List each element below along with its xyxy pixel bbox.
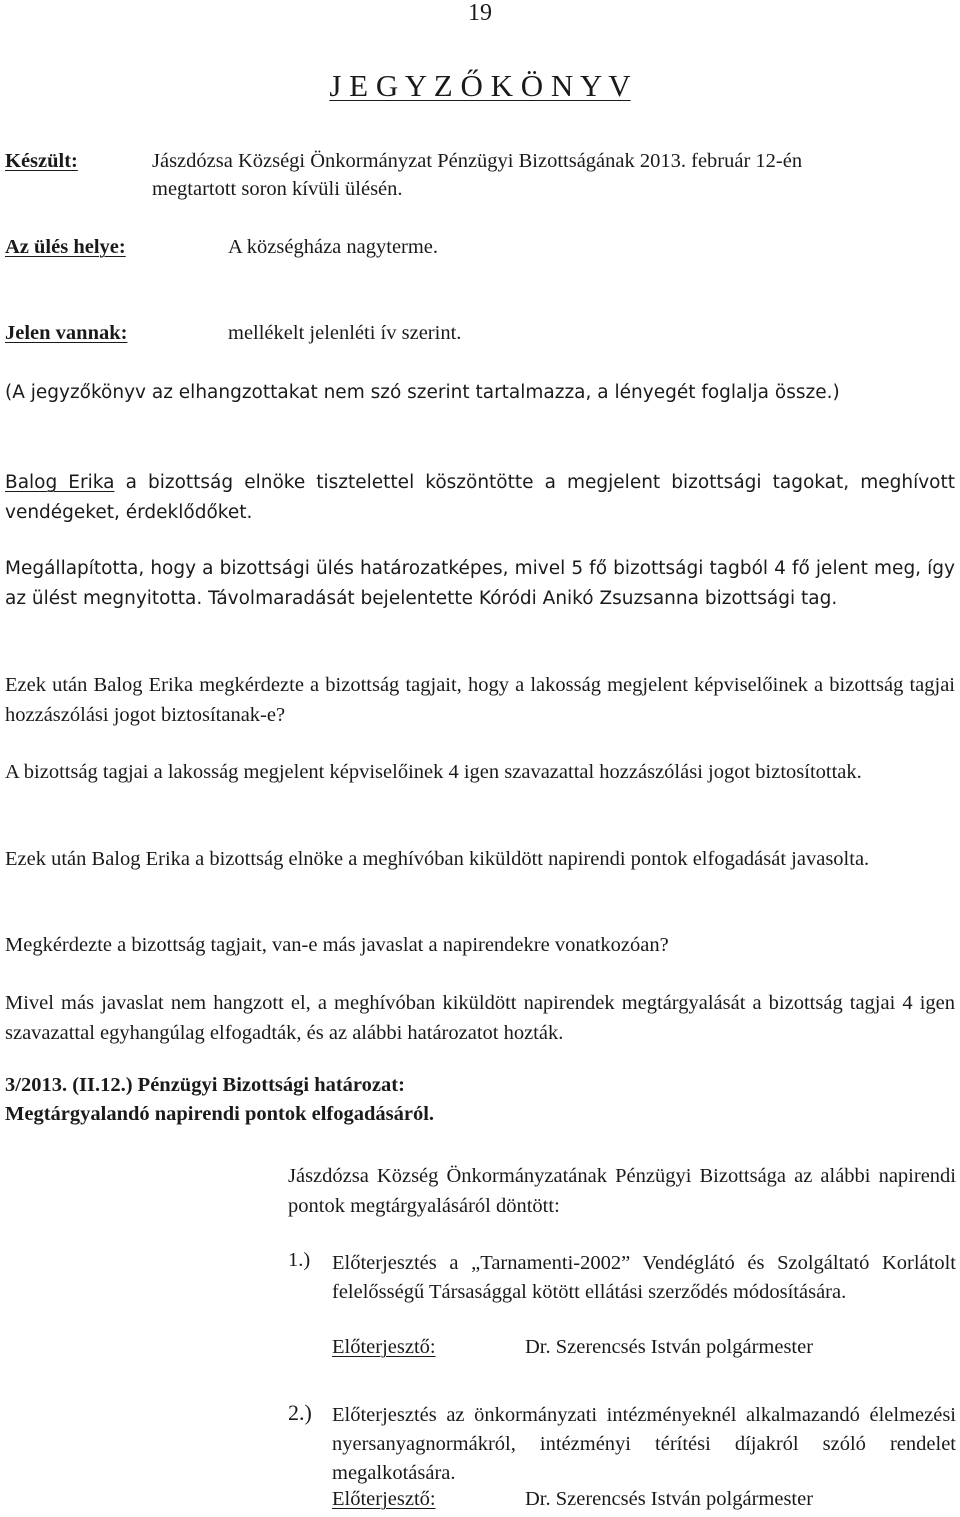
summary-note: (A jegyzőkönyv az elhangzottakat nem szó szerint tartalmazza, a lényegét foglalja össze.) <box>5 382 840 403</box>
chair-name: Balog Erika <box>5 472 115 493</box>
document-title: J E G Y Z Ő K Ö N Y V <box>329 68 631 103</box>
presenter-name: Dr. Szerencsés István polgármester <box>525 1488 814 1510</box>
presenter-label: Előterjesztő: <box>332 1488 436 1510</box>
ules-helye-value: A községháza nagyterme. <box>228 236 439 258</box>
agenda-item-text: Előterjesztés az önkormányzati intézményeknél alkalmazandó élelmezési nyersanyagnormákról, intézményi térítési díjakról szóló rendelet megalkotására. <box>332 1404 956 1484</box>
jelen-vannak-label: Jelen vannak: <box>5 322 128 344</box>
welcome-text: a bizottság elnöke tisztelettel köszöntötte a megjelent bizottsági tagokat, meghívott vendégeket, érdeklődőket. <box>5 472 955 523</box>
agenda-item-number: 1.) <box>288 1249 311 1271</box>
presenter-label: Előterjesztő: <box>332 1336 436 1358</box>
jelen-vannak-value: mellékelt jelenléti ív szerint. <box>228 322 462 344</box>
paragraph-vote: Mivel más javaslat nem hangzott el, a meghívóban kiküldött napirendek megtárgyalását a bizottság tagjai 4 igen szavazattal egyhangúlag elfogadták, és az alábbi határozatot hozták. <box>5 992 955 1044</box>
paragraph-agenda-proposal: Ezek után Balog Erika a bizottság elnöke a meghívóban kiküldött napirendi pontok elfogadását javasolta. <box>5 848 870 870</box>
ules-helye-label: Az ülés helye: <box>5 236 126 258</box>
paragraph-question: Ezek után Balog Erika megkérdezte a bizottság tagjait, hogy a lakosság megjelent képviselőinek a bizottság tagjai hozzászólási jogot biztosítanak-e? <box>5 674 955 726</box>
agenda-item-number: 2.) <box>288 1400 312 1425</box>
paragraph-welcome <box>5 468 955 528</box>
paragraph-speaking-rights: A bizottság tagjai a lakosság megjelent képviselőinek 4 igen szavazattal hozzászólási jogot biztosítottak. <box>5 761 862 783</box>
resolution-subject: Megtárgyalandó napirendi pontok elfogadásáról. <box>5 1103 435 1125</box>
resolution-number: 3/2013. (II.12.) Pénzügyi Bizottsági határozat: <box>5 1074 405 1096</box>
agenda-item-text: Előterjesztés a „Tarnamenti-2002” Vendéglátó és Szolgáltató Korlátolt felelősségű Társasággal kötött ellátási szerződés módosítására. <box>332 1252 956 1303</box>
paragraph-other-proposals: Megkérdezte a bizottság tagjait, van-e más javaslat a napirendekre vonatkozóan? <box>5 934 669 956</box>
resolution-intro: Jászdózsa Község Önkormányzatának Pénzügyi Bizottsága az alábbi napirendi pontok megtárgyalásáról döntött: <box>288 1165 956 1217</box>
presenter-name: Dr. Szerencsés István polgármester <box>525 1336 814 1358</box>
page-number: 19 <box>468 0 492 26</box>
keszult-label: Készült: <box>5 150 78 172</box>
keszult-line-2: megtartott soron kívüli ülésén. <box>152 178 403 200</box>
keszult-line-1: Jászdózsa Községi Önkormányzat Pénzügyi Bizottságának 2013. február 12-én <box>152 150 803 172</box>
paragraph-quorum: Megállapította, hogy a bizottsági ülés határozatképes, mivel 5 fő bizottsági tagból 4 fő jelent meg, így az ülést megnyitotta. Távolmaradását bejelentette Kóródi Anikó Zsuzsanna bizottsági tag. <box>5 558 955 609</box>
